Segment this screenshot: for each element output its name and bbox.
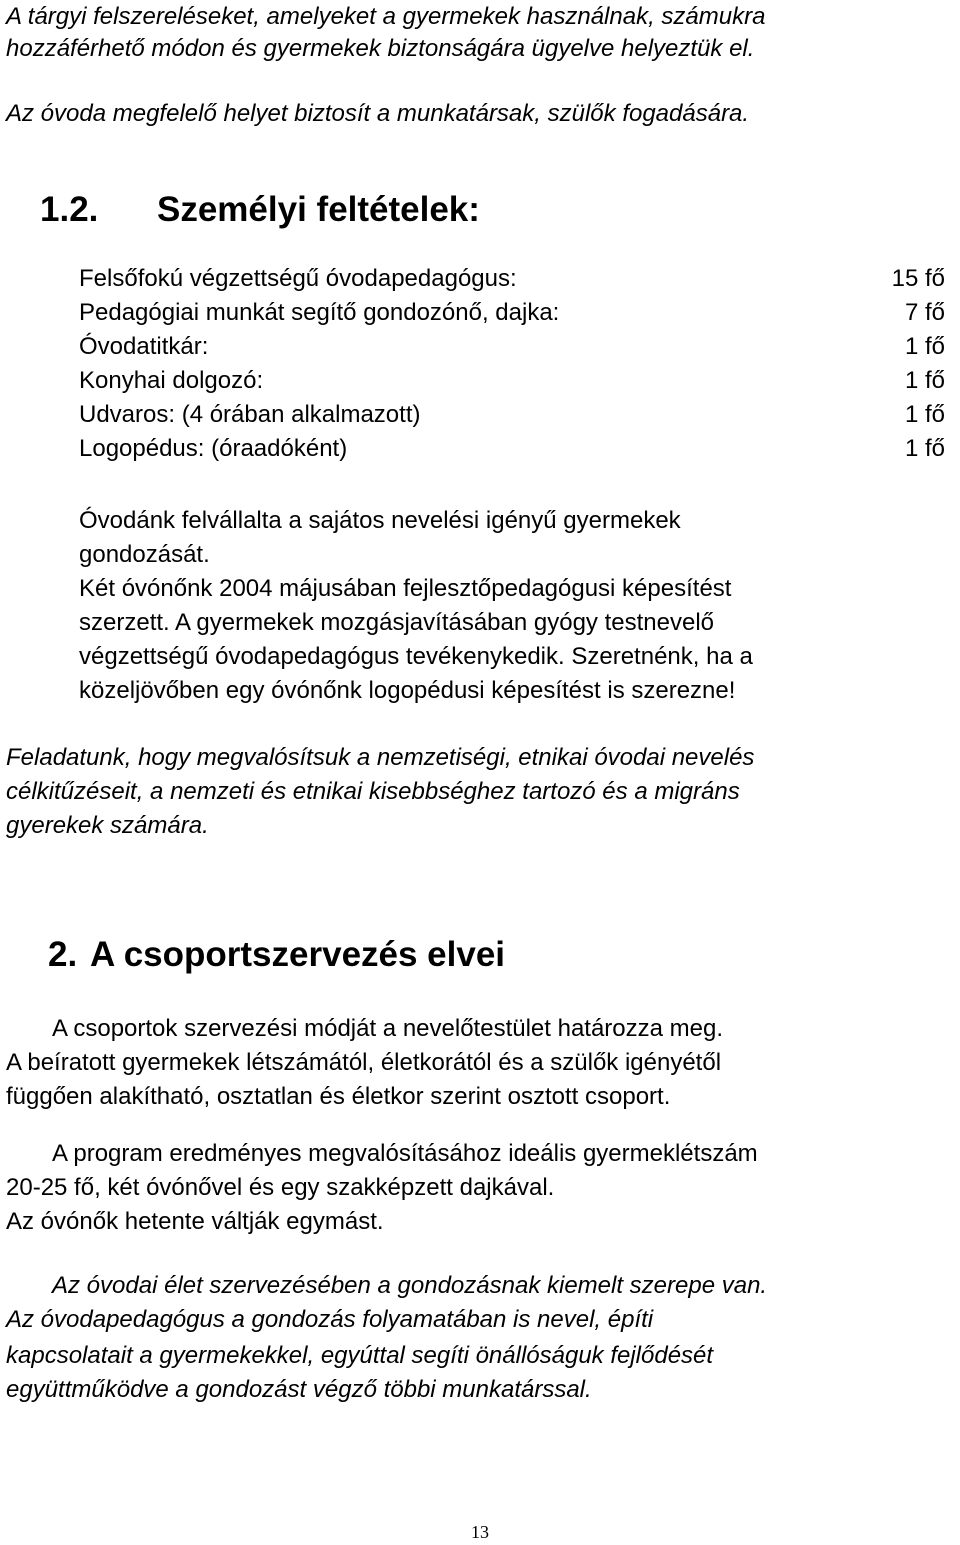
staff-role: Felsőfokú végzettségű óvodapedagógus:	[79, 265, 517, 292]
staff-row	[79, 262, 945, 296]
staff-count: 7 fő	[904, 299, 945, 326]
staff-row	[79, 398, 945, 432]
staff-list	[79, 262, 945, 466]
section-1-2-number: 1.2.	[40, 190, 99, 229]
staff-count: 1 fő	[904, 401, 945, 428]
page-number: 13	[471, 1522, 489, 1542]
task-line: gyerekek számára.	[6, 812, 209, 839]
staff-role: Konyhai dolgozó:	[79, 367, 264, 394]
care-line: együttműködve a gondozást végző többi munkatárssal.	[6, 1376, 592, 1403]
care-line: Az óvodai élet szervezésében a gondozásnak kiemelt szerepe van.	[52, 1272, 768, 1299]
group-size-line: A program eredményes megvalósításához ideális gyermeklétszám	[52, 1140, 758, 1167]
special-needs-line: végzettségű óvodapedagógus tevékenykedik. Szeretnénk, ha a	[79, 643, 753, 670]
group-org-line: A beíratott gyermekek létszámától, életkorától és a szülők igényétől	[6, 1049, 722, 1076]
staff-role: Óvodatitkár:	[79, 333, 209, 360]
staff-count: 1 fő	[904, 435, 945, 462]
staff-count: 1 fő	[904, 333, 945, 360]
special-needs-line: szerzett. A gyermekek mozgásjavításában gyógy testnevelő	[79, 609, 715, 636]
group-org-line: függően alakítható, osztatlan és életkor szerint osztott csoport.	[6, 1083, 671, 1110]
staff-row	[79, 296, 945, 330]
staff-row	[79, 432, 945, 466]
staff-role: Logopédus: (óraadóként)	[79, 435, 348, 462]
special-needs-line: közeljövőben egy óvónőnk logopédusi képesítést is szerezne!	[79, 677, 736, 704]
staff-role: Pedagógiai munkát segítő gondozónő, dajka:	[79, 299, 560, 326]
staff-row	[79, 330, 945, 364]
task-line: célkitűzéseit, a nemzeti és etnikai kisebbséghez tartozó és a migráns	[6, 778, 740, 805]
intro-line-2: hozzáférhető módon és gyermekek biztonságára ügyelve helyeztük el.	[6, 35, 755, 62]
care-line: Az óvodapedagógus a gondozás folyamatában is nevel, építi	[6, 1306, 654, 1333]
care-line: kapcsolatait a gyermekekkel, egyúttal segíti önállóságuk fejlődését	[6, 1342, 714, 1369]
staff-count: 15 fő	[891, 265, 945, 292]
special-needs-line: Óvodánk felvállalta a sajátos nevelési igényű gyermekek	[79, 507, 681, 534]
special-needs-line: gondozását.	[79, 541, 210, 568]
group-size-line: Az óvónők hetente váltják egymást.	[6, 1208, 384, 1235]
section-1-2-title: Személyi feltételek:	[157, 190, 480, 229]
special-needs-line: Két óvónőnk 2004 májusában fejlesztőpedagógusi képesítést	[79, 575, 732, 602]
group-size-line: 20-25 fő, két óvónővel és egy szakképzett dajkával.	[6, 1174, 555, 1201]
staff-count: 1 fő	[904, 367, 945, 394]
intro-line-1: A tárgyi felszereléseket, amelyeket a gyermekek használnak, számukra	[6, 3, 766, 30]
task-line: Feladatunk, hogy megvalósítsuk a nemzetiségi, etnikai óvodai nevelés	[6, 744, 755, 771]
section-2-number: 2.	[48, 935, 78, 974]
section-2-title: A csoportszervezés elvei	[90, 935, 506, 974]
staff-row	[79, 364, 945, 398]
staff-role: Udvaros: (4 órában alkalmazott)	[79, 401, 421, 428]
intro-line-3: Az óvoda megfelelő helyet biztosít a munkatársak, szülők fogadására.	[6, 100, 750, 127]
group-org-line: A csoportok szervezési módját a nevelőtestület határozza meg.	[52, 1015, 724, 1042]
